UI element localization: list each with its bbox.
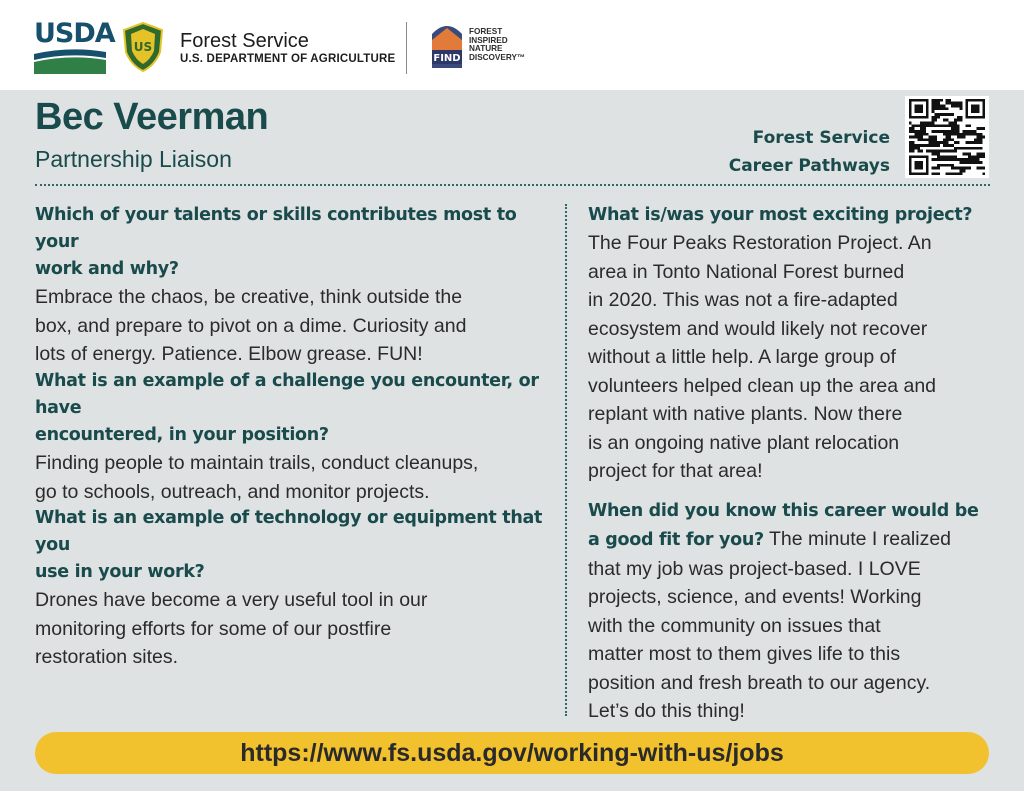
question-line: work and why? — [35, 259, 179, 279]
answer — [35, 283, 555, 369]
answer-line: Embrace the chaos, be creative, think outside the — [35, 286, 463, 308]
answer-line: monitoring efforts for some of our postfire — [35, 617, 392, 640]
person-name: Bec Veerman — [35, 96, 269, 138]
answer-line: with the community on issues that — [588, 614, 881, 637]
find-badge-text: FIND — [433, 53, 461, 64]
question — [35, 368, 555, 449]
question-line: Which of your talents or skills contributes most to your — [35, 205, 517, 252]
find-program-name — [469, 28, 525, 62]
agency-name: Forest Service — [180, 30, 309, 52]
answer-line: is an ongoing native plant relocation — [588, 431, 900, 454]
answer-line: box, and prepare to pivot on a dime. Curiosity and — [35, 314, 467, 337]
question-line: When did you know this career would be — [588, 501, 979, 521]
qr-code[interactable] — [905, 96, 989, 178]
answer — [35, 449, 555, 506]
find-line: NATURE — [469, 44, 503, 53]
answer-line: Let’s do this thing! — [588, 700, 745, 722]
section-divider — [35, 184, 990, 186]
answer-line: area in Tonto National Forest burned — [588, 260, 905, 283]
find-line: DISCOVERY™ — [469, 52, 526, 62]
answer — [35, 586, 555, 672]
career-line: Forest Service — [752, 128, 890, 148]
qa-exciting-project — [588, 202, 998, 486]
answer-line: lots of energy. Patience. Elbow grease. FUN! — [35, 343, 423, 365]
usda-logo-text: USDA — [34, 18, 115, 49]
jobs-url-bar[interactable] — [35, 732, 989, 774]
answer-line: The minute I realized — [763, 528, 952, 550]
answer-line: projects, science, and events! Working — [588, 586, 922, 608]
career-line: Career Pathways — [728, 156, 890, 176]
question-line: What is an example of a challenge you encounter, or have — [35, 371, 539, 418]
answer-line: without a little help. A large group of — [588, 346, 896, 368]
answer-line: go to schools, outreach, and monitor projects. — [35, 480, 430, 503]
answer-line: The Four Peaks Restoration Project. An — [588, 232, 932, 254]
answer-line: in 2020. This was not a fire-adapted — [588, 289, 898, 311]
question-line: encountered, in your position? — [35, 425, 329, 445]
qa-challenge — [35, 368, 555, 506]
column-divider — [565, 204, 567, 716]
usda-logo-swoosh — [34, 48, 106, 74]
answer-line: position and fresh breath to our agency. — [588, 671, 931, 694]
question: What is/was your most exciting project? — [588, 205, 973, 225]
answer-line: that my job was project-based. I LOVE — [588, 557, 921, 580]
answer-line: replant with native plants. Now there — [588, 403, 903, 425]
question — [35, 505, 555, 586]
answer-line: ecosystem and would likely not recover — [588, 317, 928, 340]
forest-service-shield-icon — [122, 22, 164, 72]
answer-line: volunteers helped clean up the area and — [588, 374, 937, 397]
header-divider — [406, 22, 407, 74]
question-answer-line — [588, 525, 998, 555]
question-line: What is an example of technology or equipment that you — [35, 508, 543, 555]
qa-career-fit — [588, 498, 998, 726]
qa-talents — [35, 202, 555, 369]
usda-logo — [34, 18, 115, 74]
question-line: use in your work? — [35, 562, 205, 582]
person-title: Partnership Liaison — [35, 146, 232, 172]
qa-technology — [35, 505, 555, 672]
find-logo — [430, 20, 464, 70]
header-bar — [0, 0, 1024, 90]
answer-line: Finding people to maintain trails, conduct cleanups, — [35, 452, 479, 474]
answer-line: Drones have become a very useful tool in our — [35, 589, 428, 611]
answer — [588, 229, 998, 486]
svg-text:US: US — [133, 40, 153, 54]
find-line: FOREST — [469, 27, 503, 36]
department-name: U.S. DEPARTMENT OF AGRICULTURE — [180, 53, 396, 65]
question — [35, 202, 555, 283]
career-pathways-label — [729, 124, 890, 180]
find-line: INSPIRED — [469, 35, 508, 45]
question-line: a good fit for you? — [588, 530, 764, 550]
jobs-url-link[interactable]: https://www.fs.usda.gov/working-with-us/jobs — [240, 739, 784, 767]
answer-line: matter most to them gives life to this — [588, 643, 901, 665]
answer-line: project for that area! — [588, 460, 763, 482]
answer — [588, 555, 998, 726]
answer-line: restoration sites. — [35, 646, 179, 668]
